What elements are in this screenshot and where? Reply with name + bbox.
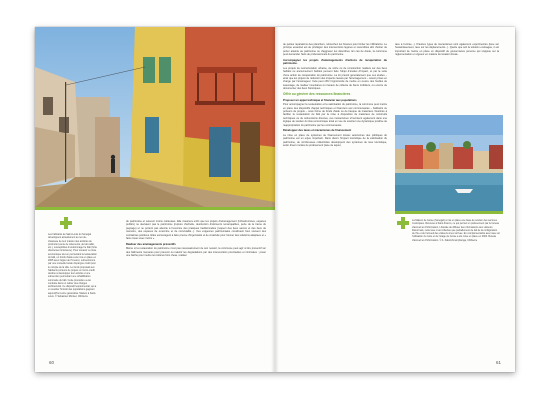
plus-icon [397,217,409,229]
left-caption [48,233,97,300]
left-col-paragraph: Même si la restauration du patrimoine n'est pas nécessairement de son ressort, la commune peut agir à titre préventif sur des bâtiments menacés pour prévenir ou ralentir les dégradations par des interventions ponctuelles et minimales : poser une bâche pour mettre les toitures hors d'eau, réaliser [126,247,266,258]
right-page [275,27,515,372]
photo-accent-bar [35,207,275,210]
left-main-column [126,220,266,259]
photo-accent-bar [395,211,503,214]
right-col-paragraph: de petites réparations des planchers, rebouchez les fissures pour limiter les infiltrations. Le principe essentiel est de privilégier des interventions légères et réversibles afin d'éviter de porter atteinte au patrimoine ou d'aggraver les désordres. En cas de doute, la commune peut demander l'avis de professionnels du patrimoine. [283,43,387,57]
right-col-paragraph: Pour accompagner la restauration et la valorisation du patrimoine, la commune peut mettre en place des dispositifs d'appui techniques et financiers aux communautés – habitants ou porteurs de projets – sous forme de fonds d'aide ou de banque de matériaux. Destinés à faciliter la restauration du bâti par la mise à disposition de matériaux de construits techniques ou de subventions directes, ces mécanismes s'inscrivent également dans une logique de soutien du tissu économique local en vue de susciter une dynamique positive de réappropriation du patrimoine par les communautés. [283,103,387,127]
right-col-paragraph: Les projets de restructuration urbaine, de voirie ou de construction réalisés sur des lieux habités ou anciennement habités peuvent faire l'objet d'études d'impact, et par la suite d'une action de récupération du patrimoine. La loi prévoit généralement que ces études – ainsi que les projets de réduction des impacts causés par l'aménagement – soient prises en charge par l'aménageur. Cela peut offrir l'opportunité de mettre en œuvre des fouilles de sauvetage, de réaliser inventaires ou travaux de collecte de biens mobiliers, ou encore de documenter des lieux historiques. [283,66,387,91]
right-second-column [395,43,499,59]
right-col-paragraph: taxe à l'entrée...). D'autres types de mécanismes sont également expérimentés (taxe sur l'assainissement, taxe sur les déplacements...). Quelle que soit la solution envisagée, il est important de mettre en place un dispositif de gouvernance pérenne qui s'appuie sur la réglementation en vigueur en matière de taxation locale. [395,43,499,57]
right-col-section-heading: Offrir ou générer des ressources financières [283,91,351,96]
book-spread [35,27,515,372]
right-caption [412,219,500,244]
right-col-heading: Développer des taxes et mécanismes de financement [283,129,352,133]
right-main-column [283,43,387,150]
left-col-heading: Réaliser des aménagements préventifs [126,242,176,246]
left-caption-text: Les habitants de Saint-Louis du Sénégal développent actuellement au rez-de-chaussée de leur maison des activités de proximité (vente de vêtements, de lait caillé, etc.), susceptibles d'endommager le bâti (forte directement intérieure). Pour soutenir ce tissu économique tout en permettant la restauration du bâti, un fonds d'aide a été mis en place en 2005 avec l'appui de l'Unesco, subventionné par une mutuelle locale d'épargne crédit pour le compte de la ville. Le fonds proposait aux habitants porteurs de projets un micro-crédit destiné à développer leur activité et une subvention permettant une réhabilitation sommaire du bâti. Cette procédure a été conduite dans un cahier des charges architectural. Ce dispositif expérimental, qui a vu susciter l'intérêt des populations gagnant aujourd'hui à être généralisé. Maison à Saint-Louis. © Sébastien Moriset, CRAterre [48,233,97,298]
page-number-left: 60 [49,360,55,365]
right-col-paragraph: La mise en place de systèmes de financement locaux autonomes des politiques du patrimoine est un enjeu important. Dans divers l'impact touristique de la valorisation du patrimoine, de nombreuses collectivités développent des systèmes de taxe touristique, selon divers modes de prélèvement (taxe de séjour, [283,133,387,148]
book-gutter [271,27,279,372]
right-col-heading: Accompagner les projets d'aménagements d'actions de récupération du patrimoine. [283,58,387,66]
left-page [35,27,275,372]
plus-icon [60,217,72,229]
street-photo [35,27,275,207]
right-col-heading: Proposer un appui technique et financier aux populations [283,98,357,102]
right-caption-text: La Maison de Gorée (Sénégal) a mis en place une base de soutien des services municipaux. Rénovée à Saint-Franco, ce qui permet un prélèvement par le bureau d'accueil et d'information. L'Escale de diffuser des informations aux visiteurs. Désormais, cette taxe n'est collectée que partiellement de fait de la configuration de l'île et de l'accueil des visiteurs à leur arrivée. En complémentarité avec taxe sur l'utilisation du mole et de l'étage de Gorée a été mise en place en 2004. Bureau d'accueil et d'information. © A. Kaliombmonphanga, CRAterre [412,219,500,242]
left-col-paragraph: du patrimoine et souvent moins coûteuses. Elle s'avérera enfin que les projets d'aménagement (infrastructures, espaces publics) ne devraient pas le patrimoine (rupture d'échelle, destruction d'éléments remarquables, perte de la trame du paysage) et ne portent pas atteinte à l'exercice des pratiques traditionnelles (respect des lieux sacrés et des lieux de mémoire, des espaces de rencontre et de convivialité...). Ces exigences patrimoniales constituent bien souvent des contraintes positives. Elles encouragent à faire preuve d'ingéniosité et de créativité pour trouver des solutions adaptées et « faire mieux avec moins ». [126,220,266,241]
island-photo [395,115,503,211]
page-number-right: 61 [495,360,501,365]
